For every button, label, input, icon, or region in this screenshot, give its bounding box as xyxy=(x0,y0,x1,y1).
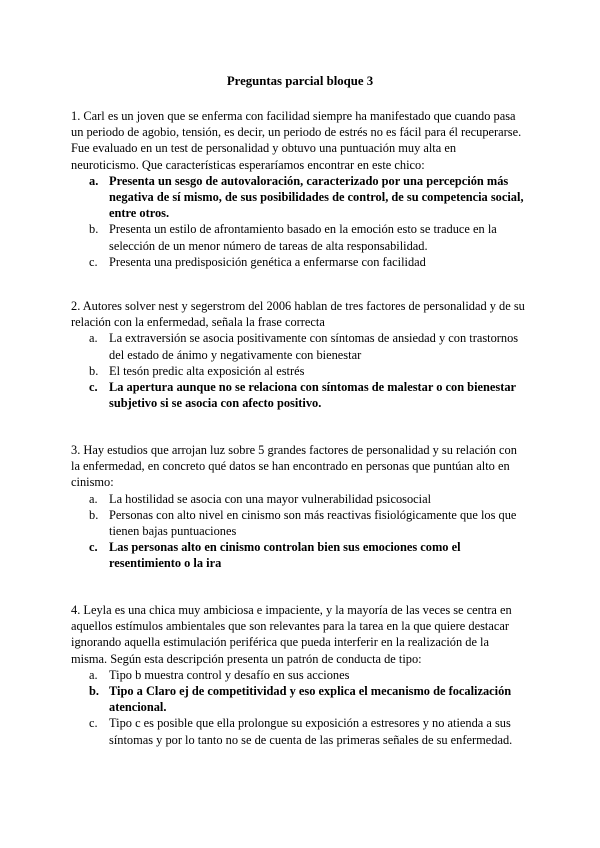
option-text: La apertura aunque no se relaciona con síntomas de malestar o con bienestar subjetivo si se asocia con afecto positivo. xyxy=(109,380,516,411)
question-stem: 1. Carl es un joven que se enferma con facilidad siempre ha manifestado que cuando pasa un periodo de agobio, tensión, es decir, un periodo de estrés no es fácil para él recuperarse. Fue evaluado en un test de personalidad y obtuvo una puntuación muy alta en neuroticismo. Que características esperaríamos encontrar en este chico: xyxy=(71,109,522,172)
option-letter: c. xyxy=(89,716,98,731)
question-stem: 2. Autores solver nest y segerstrom del 2006 hablan de tres factores de personalidad y de su relación con la enfermedad, señala la frase correcta xyxy=(71,299,525,330)
option-letter: c. xyxy=(89,254,98,269)
option-text: Tipo a Claro ej de competitividad y eso explica el mecanismo de focalización atencional. xyxy=(109,684,512,715)
option-text: Las personas alto en cinismo controlan bien sus emociones como el resentimiento o la ira xyxy=(109,540,461,571)
option-letter: a. xyxy=(89,667,98,682)
option-b xyxy=(71,221,526,253)
option-letter: b. xyxy=(89,363,99,378)
option-letter: c. xyxy=(89,540,98,555)
question-1 xyxy=(71,108,526,270)
option-b xyxy=(71,363,526,379)
options-list xyxy=(71,330,526,411)
options-list xyxy=(71,491,526,572)
question-stem: 3. Hay estudios que arrojan luz sobre 5 grandes factores de personalidad y su relación con la enfermedad, en concreto qué datos se han encontrado en personas que puntúan alto en cinismo: xyxy=(71,443,517,490)
page-title: Preguntas parcial bloque 3 xyxy=(226,74,374,88)
option-c xyxy=(71,539,526,571)
option-text: Tipo b muestra control y desafío en sus acciones xyxy=(109,667,350,682)
option-a xyxy=(71,667,526,683)
option-c xyxy=(71,379,526,411)
option-letter: b. xyxy=(89,222,99,237)
option-b xyxy=(71,507,526,539)
option-letter: a. xyxy=(89,173,99,188)
options-list xyxy=(71,667,526,748)
option-letter: a. xyxy=(89,331,98,346)
option-text: Presenta un estilo de afrontamiento basado en la emoción esto se traduce en la selección de un menor número de tareas de alta responsabilidad. xyxy=(109,222,497,253)
option-c xyxy=(71,254,526,270)
options-list xyxy=(71,173,526,270)
option-text: Presenta una predisposición genética a enfermarse con facilidad xyxy=(109,254,426,269)
question-4 xyxy=(71,602,526,748)
question-2 xyxy=(71,298,526,411)
option-text: El tesón predic alta exposición al estrés xyxy=(109,363,305,378)
question-3 xyxy=(71,442,526,572)
option-b xyxy=(71,683,526,715)
question-stem: 4. Leyla es una chica muy ambiciosa e impaciente, y la mayoría de las veces se centra en aquellos estímulos ambientales que son relevantes para la tarea en la que quiere destacar ignorando aquella estimulación periférica que pueda interferir en la realización de la misma. Según esta descripción presenta un patrón de conducta de tipo: xyxy=(71,603,512,666)
option-a xyxy=(71,491,526,507)
option-letter: a. xyxy=(89,491,98,506)
option-c xyxy=(71,715,526,747)
option-text: La hostilidad se asocia con una mayor vulnerabilidad psicosocial xyxy=(109,491,432,506)
option-text: Presenta un sesgo de autovaloración, caracterizado por una percepción más negativa de sí mismo, de sus posibilidades de control, de su competencia social, entre otros. xyxy=(109,173,524,221)
option-text: Personas con alto nivel en cinismo son más reactivas fisiológicamente que los que tienen bajas puntuaciones xyxy=(109,507,517,539)
option-a xyxy=(71,173,526,222)
option-a xyxy=(71,330,526,362)
option-letter: b. xyxy=(89,684,99,699)
option-letter: c. xyxy=(89,380,98,395)
option-text: La extraversión se asocia positivamente con síntomas de ansiedad y con trastornos del estado de ánimo y negativamente con bienestar xyxy=(109,331,519,362)
option-letter: b. xyxy=(89,507,99,522)
option-text: Tipo c es posible que ella prolongue su exposición a estresores y no atienda a sus síntomas y por lo tanto no se de cuenta de las primeras señales de su enfermedad. xyxy=(109,716,513,747)
